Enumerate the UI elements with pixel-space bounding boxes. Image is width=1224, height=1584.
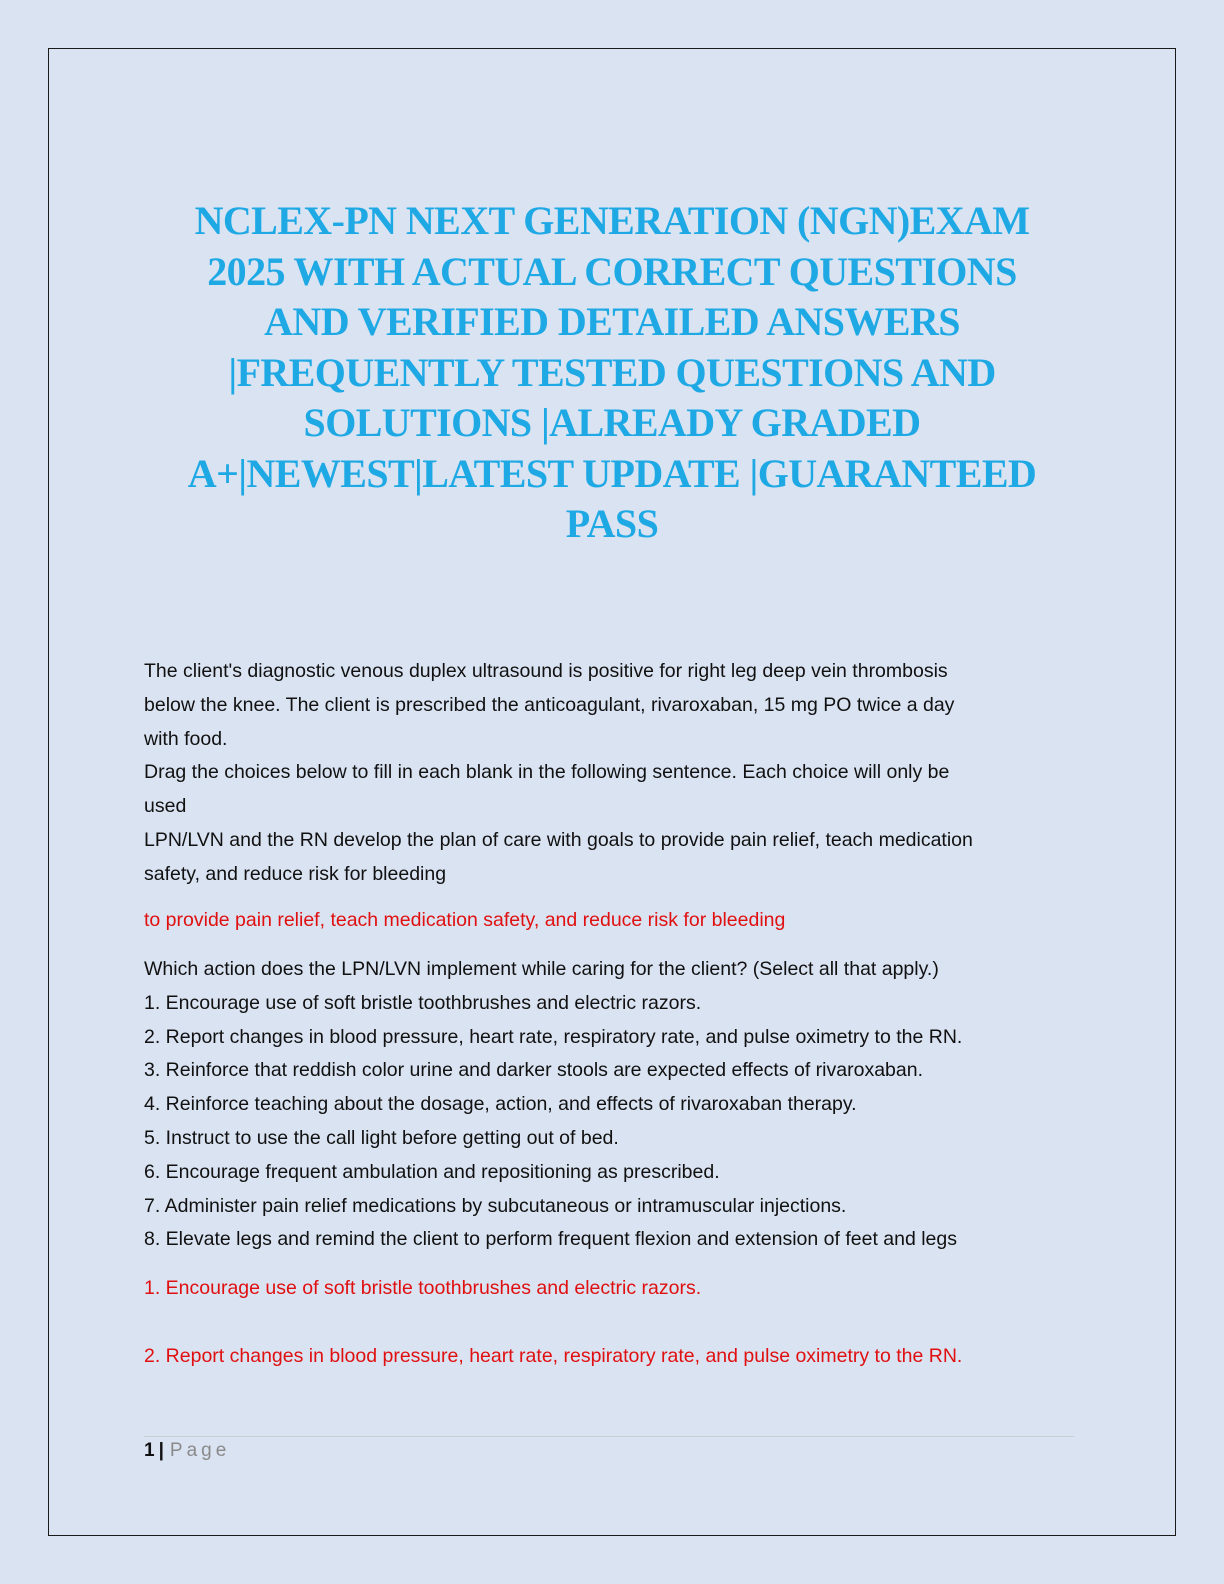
scenario-line: safety, and reduce risk for bleeding	[144, 862, 447, 885]
answer-line: 1. Encourage use of soft bristle toothbrushes and electric razors.	[144, 1277, 702, 1299]
scenario-line: LPN/LVN and the RN develop the plan of care with goals to provide pain relief, teach medication	[144, 828, 973, 851]
footer-divider	[144, 1436, 1074, 1437]
option-item: 2. Report changes in blood pressure, heart rate, respiratory rate, and pulse oximetry to the RN.	[144, 1025, 963, 1048]
title-line: A+|NEWEST|LATEST UPDATE |GUARANTEED	[187, 450, 1037, 496]
answer-line: to provide pain relief, teach medication safety, and reduce risk for bleeding	[144, 909, 786, 931]
title-line: SOLUTIONS |ALREADY GRADED	[303, 400, 921, 445]
option-item: 8. Elevate legs and remind the client to perform frequent flexion and extension of feet and legs	[144, 1228, 958, 1251]
answer-1	[144, 904, 1084, 938]
answer-2-item	[144, 1272, 1084, 1306]
answer-2-item	[144, 1340, 1084, 1374]
option-item: 4. Reinforce teaching about the dosage, action, and effects of rivaroxaban therapy.	[144, 1093, 857, 1116]
document-title	[100, 196, 1124, 550]
scenario-line: The client's diagnostic venous duplex ultrasound is positive for right leg deep vein thrombosis	[144, 660, 948, 682]
option-item: 5. Instruct to use the call light before getting out of bed.	[144, 1126, 619, 1149]
scenario-line: below the knee. The client is prescribed the anticoagulant, rivaroxaban, 15 mg PO twice a day	[144, 693, 955, 716]
question-text: Which action does the LPN/LVN implement while caring for the client? (Select all that apply.)	[144, 958, 939, 980]
scenario-line: Drag the choices below to fill in each blank in the following sentence. Each choice will only be	[144, 761, 950, 784]
scenario-line: used	[144, 795, 187, 818]
title-line: AND VERIFIED DETAILED ANSWERS	[264, 299, 960, 344]
option-item: 7. Administer pain relief medications by subcutaneous or intramuscular injections.	[144, 1194, 847, 1217]
option-item: 6. Encourage frequent ambulation and repositioning as prescribed.	[144, 1160, 720, 1183]
title-line: NCLEX-PN NEXT GENERATION (NGN)EXAM	[194, 198, 1030, 243]
footer-separator: |	[158, 1440, 164, 1461]
title-line: PASS	[565, 501, 659, 546]
title-line: |FREQUENTLY TESTED QUESTIONS AND	[228, 349, 996, 395]
scenario-paragraph	[144, 655, 1084, 892]
page-footer	[144, 1440, 230, 1462]
question-block	[144, 953, 1084, 1257]
page-number: 1	[144, 1440, 155, 1461]
page-label: Page	[169, 1440, 231, 1461]
option-item: 3. Reinforce that reddish color urine and darker stools are expected effects of rivaroxaban.	[144, 1059, 923, 1082]
title-line: 2025 WITH ACTUAL CORRECT QUESTIONS	[207, 248, 1017, 294]
answer-line: 2. Report changes in blood pressure, heart rate, respiratory rate, and pulse oximetry to the RN.	[144, 1345, 963, 1367]
option-item: 1. Encourage use of soft bristle toothbrushes and electric razors.	[144, 991, 702, 1014]
scenario-line: with food.	[144, 727, 228, 750]
